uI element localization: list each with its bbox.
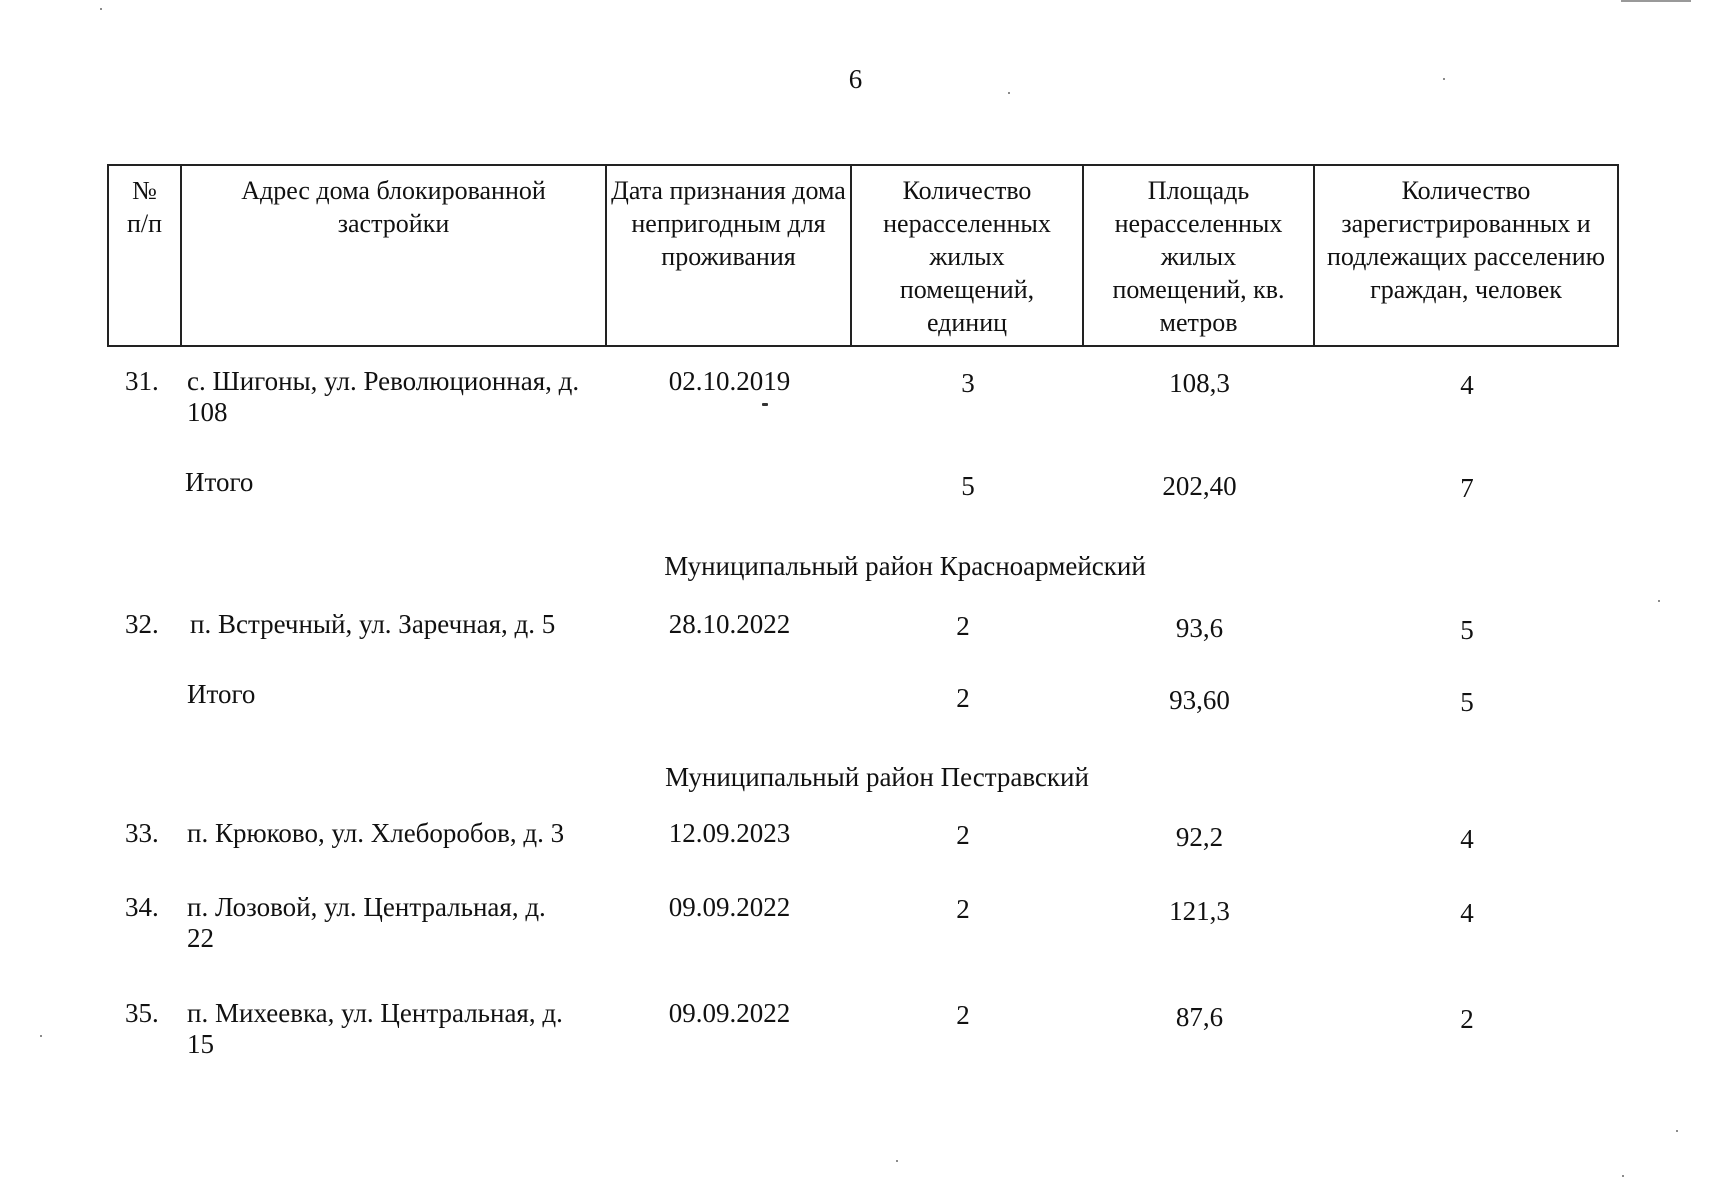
section-title-pestravsky: Муниципальный район Пестравский [665,762,1089,792]
row-area: 108,3 [1169,368,1230,398]
scan-speck [1676,1130,1678,1132]
row-number: 32. [125,609,159,639]
row-date: 09.09.2022 [668,998,791,1028]
row-address: п. Лозовой, ул. Центральная, д. 22 [187,892,546,953]
table-row [107,818,1617,888]
row-area: 121,3 [1169,896,1230,926]
row-people: 5 [1460,615,1474,645]
row-date: 09.09.2022 [668,892,791,922]
row-number: 35. [125,998,159,1028]
total-label: Итого [185,467,254,497]
row-date: 02.10.2019 [668,366,791,396]
scan-speck [762,403,768,406]
scan-speck [100,8,102,10]
header-address: Адрес дома блокированной застройки [181,165,606,346]
row-count: 2 [956,894,970,924]
scan-speck [896,1160,898,1162]
total-label: Итого [187,679,256,709]
row-address: п. Крюково, ул. Хлеборобов, д. 3 [187,818,565,848]
scan-edge-mark [1621,0,1691,2]
table-row [107,998,1617,1068]
page-number: 6 [848,64,863,94]
header-people: Количество зарегистрированных и подлежащих расселению граждан, человек [1314,165,1618,346]
row-count: 3 [961,368,975,398]
row-people: 2 [1460,1004,1474,1034]
row-address: п. Михеевка, ул. Центральная, д. 15 [187,998,563,1059]
row-count: 2 [956,1000,970,1030]
row-area: 87,6 [1175,1002,1224,1032]
row-address: п. Встречный, ул. Заречная, д. 5 [190,609,556,639]
row-people: 4 [1460,824,1474,854]
table-header [107,164,1619,347]
row-number: 31. [125,366,159,396]
row-people: 4 [1460,370,1474,400]
row-number: 33. [125,818,159,848]
header-number: № п/п [108,165,181,346]
row-address: с. Шигоны, ул. Революционная, д. 108 [187,366,580,427]
header-date: Дата признания дома непригодным для проживания [606,165,851,346]
total-count: 2 [956,683,970,713]
row-area: 93,6 [1175,613,1224,643]
total-people: 5 [1460,687,1474,717]
table-row [107,366,1617,436]
total-count: 5 [961,471,975,501]
row-count: 2 [956,611,970,641]
total-area: 202,40 [1162,471,1237,501]
scan-speck [1443,78,1445,80]
scan-speck [1622,1175,1624,1177]
header-count: Количество нерасселенных жилых помещений, единиц [851,165,1083,346]
total-people: 7 [1460,473,1474,503]
scan-speck [1658,600,1660,602]
row-area: 92,2 [1175,822,1224,852]
table-row [107,892,1617,962]
row-number: 34. [125,892,159,922]
total-row [107,467,1617,537]
row-date: 12.09.2023 [668,818,791,848]
header-area: Площадь нерасселенных жилых помещений, кв. метров [1083,165,1314,346]
row-people: 4 [1460,898,1474,928]
scan-speck [1008,92,1010,94]
total-area: 93,60 [1169,685,1230,715]
row-date: 28.10.2022 [668,609,791,639]
scan-speck [40,1035,42,1037]
header-row [108,165,1618,346]
table-row [107,609,1617,679]
section-title-krasnoarmeysky: Муниципальный район Красноармейский [664,551,1146,581]
total-row [107,679,1617,749]
row-count: 2 [956,820,970,850]
